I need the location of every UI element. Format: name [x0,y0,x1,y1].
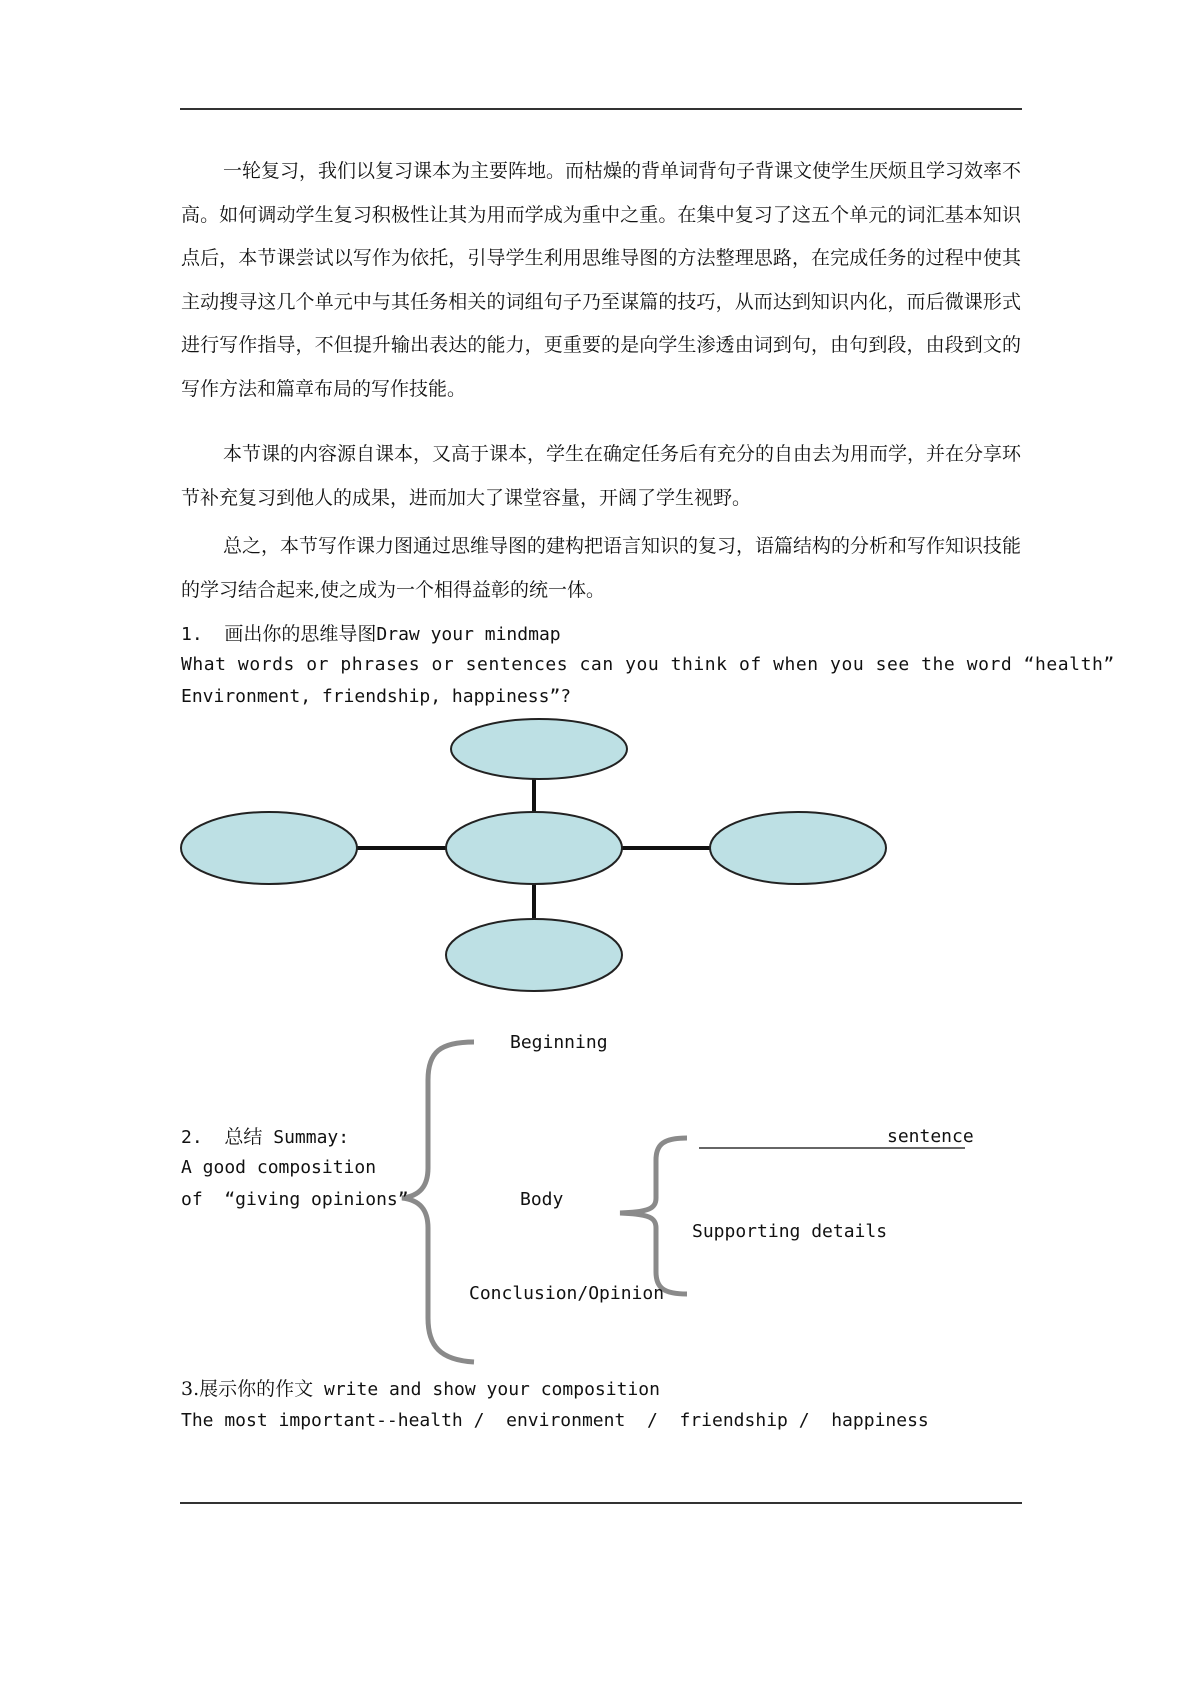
outline-body: Body [520,1189,564,1210]
paragraph-3: 总之，本节写作课力图通过思维导图的建构把语言知识的复习，语篇结构的分析和写作知识技能的学习结合起来,使之成为一个相得益彰的统一体。 [181,535,1022,601]
section2-line2: of “giving opinions” [181,1189,409,1210]
section2-number: 2. [181,1127,203,1148]
mindmap-node-left[interactable] [181,812,357,884]
outline-conclusion: Conclusion/Opinion [469,1283,665,1304]
section3-topics: The most important--health / environment / friendship / happiness [181,1410,929,1431]
paragraph-2: 本节课的内容源自课本，又高于课本，学生在确定任务后有充分的自由去为用而学，并在分享环节补充复习到他人的成果，进而加大了课堂容量，开阔了学生视野。 [181,443,1022,509]
section3-title-en: write and show your composition [323,1379,660,1400]
outline-sentence: sentence [887,1126,974,1147]
section1-title-en: Draw your mindmap [376,624,561,645]
section3-title-cn: 3.展示你的作文 [181,1378,314,1400]
outline-brace-large [402,1042,474,1362]
mindmap-node-top[interactable] [451,719,627,779]
section2-heading [181,1125,349,1150]
outline-brace-small [620,1138,687,1294]
mindmap-node-center[interactable] [446,812,622,884]
section2-title-en: Summay: [273,1127,350,1148]
outline-supporting-details: Supporting details [692,1221,888,1242]
section1-title-cn: 画出你的思维导图 [224,623,377,645]
section1-number: 1. [181,624,203,645]
outline-beginning: Beginning [510,1032,608,1053]
mindmap-node-bottom[interactable] [446,919,622,991]
mindmap-node-right[interactable] [710,812,886,884]
section1-question-line1: What words or phrases or sentences can you think of when you see the word “health” [181,654,1115,675]
section2-line1: A good composition [181,1157,377,1178]
section3-heading [181,1377,660,1402]
section2-title-cn: 总结 [224,1126,263,1148]
paragraph-1: 一轮复习，我们以复习课本为主要阵地。而枯燥的背单词背句子背课文使学生厌烦且学习效率不高。如何调动学生复习积极性让其为用而学成为重中之重。在集中复习了这五个单元的词汇基本知识点后，本节课尝试以写作为依托，引导学生利用思维导图的方法整理思路，在完成任务的过程中使其主动搜寻这几个单元中与其任务相关的词组句子乃至谋篇的技巧，从而达到知识内化，而后微课形式进行写作指导，不但提升输出表达的能力，更重要的是向学生渗透由词到句，由句到段，由段到文的写作方法和篇章布局的写作技能。 [181,160,1022,400]
section1-question-line2: Environment, friendship, happiness”? [181,686,572,707]
